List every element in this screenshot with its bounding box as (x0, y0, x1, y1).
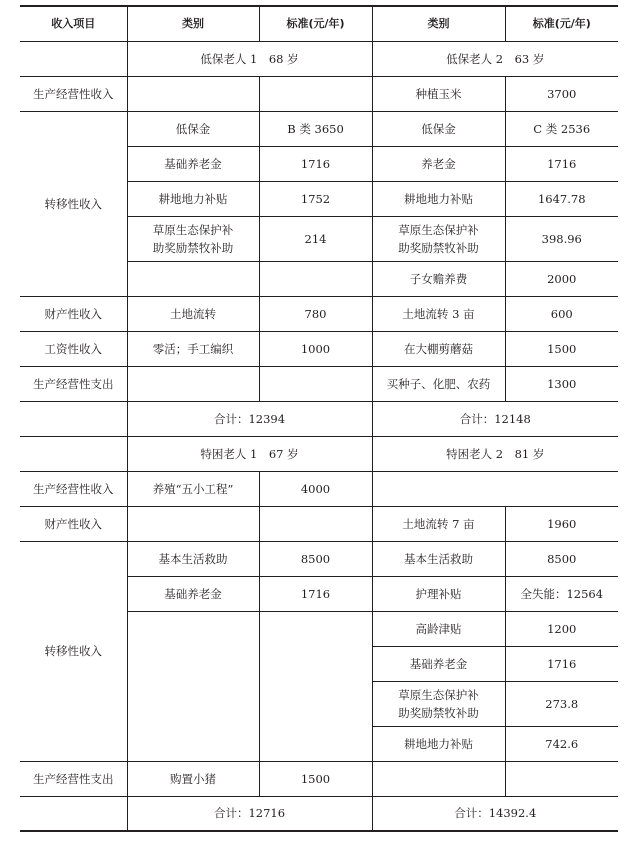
category-line: 助奖励禁牧补助 (152, 240, 234, 255)
income-item: 生产经营性收入 (20, 76, 127, 111)
value-cell: 1960 (505, 506, 618, 541)
header-income-item: 收入项目 (20, 6, 127, 41)
category-line: 助奖励禁牧补助 (398, 240, 479, 255)
income-item: 生产经营性支出 (20, 761, 127, 796)
category-line: 草原生态保护补 (398, 687, 479, 702)
table-row (20, 331, 618, 366)
category-cell: 高龄津贴 (372, 611, 505, 646)
value-cell (505, 761, 618, 796)
value-cell: 398.96 (505, 216, 618, 261)
value-cell: 742.6 (505, 726, 618, 761)
category-cell: 基础养老金 (127, 576, 259, 611)
value-cell: 1716 (259, 146, 372, 181)
category-cell: 在大棚剪蘑菇 (372, 331, 505, 366)
category-cell: 耕地地力补贴 (372, 181, 505, 216)
value-cell: 1500 (505, 331, 618, 366)
person-label-1: 低保老人 1 68 岁 (127, 41, 372, 76)
total-row (20, 401, 618, 436)
value-cell: 1716 (505, 146, 618, 181)
empty-merged-cell (372, 471, 618, 506)
category-cell (127, 216, 259, 261)
table-row (20, 366, 618, 401)
category-line: 助奖励禁牧补助 (398, 705, 479, 720)
category-cell: 基本生活救助 (372, 541, 505, 576)
value-cell: 1752 (259, 181, 372, 216)
person-row (20, 41, 618, 76)
category-cell (372, 681, 505, 726)
category-cell: 养殖“五小工程” (127, 471, 259, 506)
table-row (20, 296, 618, 331)
category-cell (372, 761, 505, 796)
category-line: 草原生态保护补 (398, 222, 479, 237)
category-cell: 耕地地力补贴 (372, 726, 505, 761)
value-cell: C 类 2536 (505, 111, 618, 146)
category-cell: 护理补贴 (372, 576, 505, 611)
table-row (20, 506, 618, 541)
value-cell: 全失能：12564 (505, 576, 618, 611)
value-cell: 1300 (505, 366, 618, 401)
category-cell: 低保金 (127, 111, 259, 146)
income-table (20, 5, 618, 832)
total-1: 合计：12716 (127, 796, 372, 831)
header-row (20, 6, 618, 41)
category-cell (127, 366, 259, 401)
value-cell: 1200 (505, 611, 618, 646)
value-cell: 780 (259, 296, 372, 331)
value-cell (259, 261, 372, 296)
value-cell: 214 (259, 216, 372, 261)
total-2: 合计：12148 (372, 401, 618, 436)
value-cell: 1000 (259, 331, 372, 366)
value-cell: 2000 (505, 261, 618, 296)
category-cell: 基础养老金 (372, 646, 505, 681)
category-cell: 土地流转 7 亩 (372, 506, 505, 541)
category-line: 草原生态保护补 (152, 222, 234, 237)
category-cell: 基本生活救助 (127, 541, 259, 576)
empty-merged-cell (259, 611, 372, 761)
category-cell: 子女赡养费 (372, 261, 505, 296)
header-standard-2: 标准(元/年) (505, 6, 618, 41)
income-item: 转移性收入 (20, 541, 127, 761)
income-item: 工资性收入 (20, 331, 127, 366)
category-cell (127, 506, 259, 541)
category-cell: 养老金 (372, 146, 505, 181)
person-row (20, 436, 618, 471)
category-cell (127, 261, 259, 296)
category-cell: 土地流转 3 亩 (372, 296, 505, 331)
table-row (20, 541, 618, 576)
value-cell (259, 506, 372, 541)
person-label-2: 低保老人 2 63 岁 (372, 41, 618, 76)
value-cell: 3700 (505, 76, 618, 111)
empty-cell (20, 41, 127, 76)
value-cell: 273.8 (505, 681, 618, 726)
total-row (20, 796, 618, 831)
value-cell: 1716 (259, 576, 372, 611)
header-category-2: 类别 (372, 6, 505, 41)
value-cell: B 类 3650 (259, 111, 372, 146)
value-cell: 1500 (259, 761, 372, 796)
total-2: 合计：14392.4 (372, 796, 618, 831)
category-cell: 耕地地力补贴 (127, 181, 259, 216)
category-cell: 基础养老金 (127, 146, 259, 181)
category-cell: 种植玉米 (372, 76, 505, 111)
value-cell: 600 (505, 296, 618, 331)
table-row (20, 761, 618, 796)
person-label-1: 特困老人 1 67 岁 (127, 436, 372, 471)
table-row (20, 111, 618, 146)
table-row (20, 471, 618, 506)
value-cell (259, 366, 372, 401)
income-item: 生产经营性支出 (20, 366, 127, 401)
person-label-2: 特困老人 2 81 岁 (372, 436, 618, 471)
category-cell (372, 216, 505, 261)
income-item: 生产经营性收入 (20, 471, 127, 506)
empty-cell (20, 796, 127, 831)
category-cell: 买种子、化肥、农药 (372, 366, 505, 401)
value-cell: 8500 (505, 541, 618, 576)
value-cell: 1647.78 (505, 181, 618, 216)
income-item: 财产性收入 (20, 506, 127, 541)
value-cell (259, 76, 372, 111)
category-cell: 低保金 (372, 111, 505, 146)
value-cell: 8500 (259, 541, 372, 576)
income-item: 转移性收入 (20, 111, 127, 296)
value-cell: 4000 (259, 471, 372, 506)
total-1: 合计：12394 (127, 401, 372, 436)
header-category-1: 类别 (127, 6, 259, 41)
table-row (20, 76, 618, 111)
income-item: 财产性收入 (20, 296, 127, 331)
category-cell (127, 76, 259, 111)
empty-merged-cell (127, 611, 259, 761)
category-cell: 购置小猪 (127, 761, 259, 796)
header-standard-1: 标准(元/年) (259, 6, 372, 41)
empty-cell (20, 436, 127, 471)
empty-cell (20, 401, 127, 436)
category-cell: 零活；手工编织 (127, 331, 259, 366)
value-cell: 1716 (505, 646, 618, 681)
category-cell: 土地流转 (127, 296, 259, 331)
